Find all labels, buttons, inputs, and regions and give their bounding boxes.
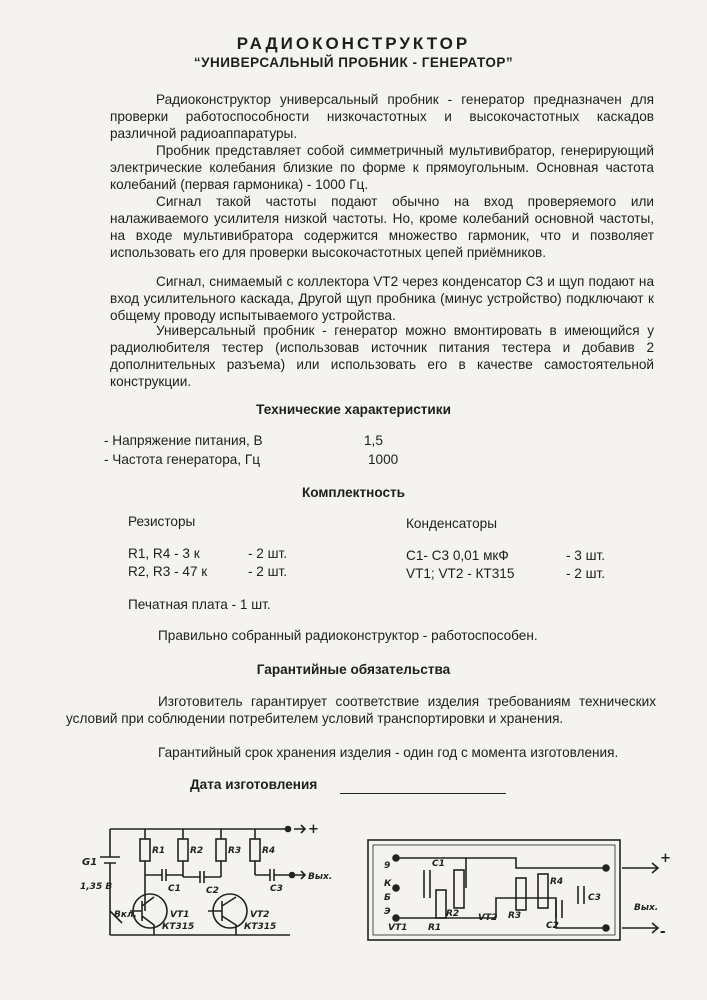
schematic-label-switch: Вкл. [114,910,137,920]
spec-value-voltage: 1,5 [364,433,383,448]
pcb-label-c2: C2 [546,921,559,931]
schematic-resistor-r3 [216,829,226,877]
schematic-label-vt1-type: КТ315 [162,922,195,932]
schematic-capacitor-c1 [145,869,183,881]
pcb-capacitor-c3 [578,886,584,904]
schematic-transistor-vt2 [208,894,247,935]
working-statement: Правильно собранный радиоконструктор - работоспособен. [158,628,538,643]
schematic-resistor-r1 [140,829,150,911]
pcb-label-r4: R4 [550,877,564,887]
schematic-label-out: Вых. [308,872,333,882]
schematic-label-r1: R1 [152,846,166,856]
schematic-label-r3: R3 [228,846,242,856]
pcb-resistor-r1 [436,890,446,918]
pcb-resistor-r2 [454,870,464,908]
intro-paragraph-3: Сигнал такой частоты подают обычно на вход проверяемого или налаживаемого усилителя низкой частоты. Но, кроме колебаний основной частоты, на входе мультивибратора содержится множество гармоник, что и позволяет использовать его для проверки высокочастотных цепей приёмников. [110,194,654,260]
schematic-label-c2: C2 [206,886,219,896]
resistor-row-1-name: R1, R4 - 3 к [128,546,200,561]
resistors-title: Резисторы [128,514,196,529]
pcb-resistor-r4 [538,874,548,908]
schematic-label-c3: C3 [270,884,283,894]
intro-paragraph-4: Сигнал, снимаемый с коллектора VT2 через конденсатор С3 и щуп подают на вход усилительного каскада, Другой щуп пробника (минус устройство) подключают к общему проводу испытываемого устройства. [110,274,654,323]
document-title: РАДИОКОНСТРУКТОР [236,34,471,53]
warranty-paragraph-2: Гарантийный срок хранения изделия - один год с момента изготовления. [158,745,619,760]
pcb-capacitor-c1 [424,870,430,898]
schematic-label-vt2: VT2 [250,910,270,920]
intro-paragraph-2: Пробник представляет собой симметричный мультивибратор, генерирующий электрические колебания близкие по форме к прямоугольным. Основная частота колебаний (первая гармоника) - 1000 Гц. [110,143,654,192]
manufacture-date-label: Дата изготовления [190,777,318,792]
schematic-label-r2: R2 [190,846,204,856]
manufacture-date-blank [340,793,506,794]
schematic-capacitor-c3 [255,869,295,881]
warranty-heading: Гарантийные обязательства [256,662,451,677]
intro-paragraph-5: Универсальный пробник - генератор можно вмонтировать в имеющийся у радиолюбителя тестер (использовав источник питания тестера и добавив 2 дополнительных разъема) или использовать его в качестве самостоятельной конструкции. [110,323,654,389]
spec-value-frequency: 1000 [368,452,399,467]
capacitor-row-2-name: VT1; VT2 - КТ315 [406,566,515,581]
pcb-resistor-r3 [516,878,526,910]
pcb-label-vt2: VT2 [478,913,498,923]
capacitor-row-2-qty: - 2 шт. [566,566,606,581]
schematic-label-vt1: VT1 [170,910,190,920]
schematic-label-r4: R4 [262,846,276,856]
warranty-paragraph-1: Изготовитель гарантирует соответствие изделия требованиям технических условий при соблюдении потребителем условий транспортировки и хранения. [66,694,656,726]
intro-paragraph-1: Радиоконструктор универсальный пробник - генератор предназначен для проверки работоспособности низкочастотных и высокочастотных каскадов различной радиоаппаратуры. [110,92,654,141]
resistor-row-2-name: R2, R3 - 47 к [128,564,208,579]
circuit-schematic [80,815,360,955]
spec-label-voltage: - Напряжение питания, В [104,433,263,448]
schematic-capacitor-c2 [183,871,221,883]
pcb-label-b: Б [384,893,391,903]
pcb-label-vt1: VT1 [388,923,408,933]
pcb-label-r2: R2 [446,909,460,919]
pcb-label-e: Э [384,907,391,917]
capacitor-row-1-name: С1- С3 0,01 мкФ [406,548,509,563]
pcb-label-out: Вых. [634,903,659,913]
resistor-row-2-qty: - 2 шт. [248,564,288,579]
pcb-label-k: К [384,879,392,889]
schematic-resistor-r2 [178,829,188,877]
resistor-row-1-qty: - 2 шт. [248,546,288,561]
pcb-label-plus: + [660,851,671,866]
pcb-layout [366,838,676,948]
pcb-label-c3: C3 [588,893,601,903]
schematic-label-c1: C1 [168,884,181,894]
pcb-label-c1: C1 [432,859,445,869]
document-subtitle: “УНИВЕРСАЛЬНЫЙ ПРОБНИК - ГЕНЕРАТОР” [193,55,514,70]
pcb-label-9: 9 [384,861,391,871]
schematic-label-g1: G1 [82,857,98,868]
schematic-label-vt2-type: КТ315 [244,922,277,932]
pcb-label-r3: R3 [508,911,522,921]
capacitors-title: Конденсаторы [406,516,498,531]
specs-heading: Технические характеристики [256,402,451,417]
schematic-label-battery: 1,35 В [80,882,113,892]
schematic-label-plus: + [308,822,319,837]
schematic-resistor-r4 [250,829,260,875]
kit-heading: Комплектность [301,485,406,500]
board-line: Печатная плата - 1 шт. [128,597,271,612]
pcb-capacitor-c2 [556,900,562,918]
capacitor-row-1-qty: - 3 шт. [566,548,606,563]
pcb-label-r1: R1 [428,923,442,933]
pcb-label-minus: - [660,924,666,940]
spec-label-frequency: - Частота генератора, Гц [104,452,261,467]
